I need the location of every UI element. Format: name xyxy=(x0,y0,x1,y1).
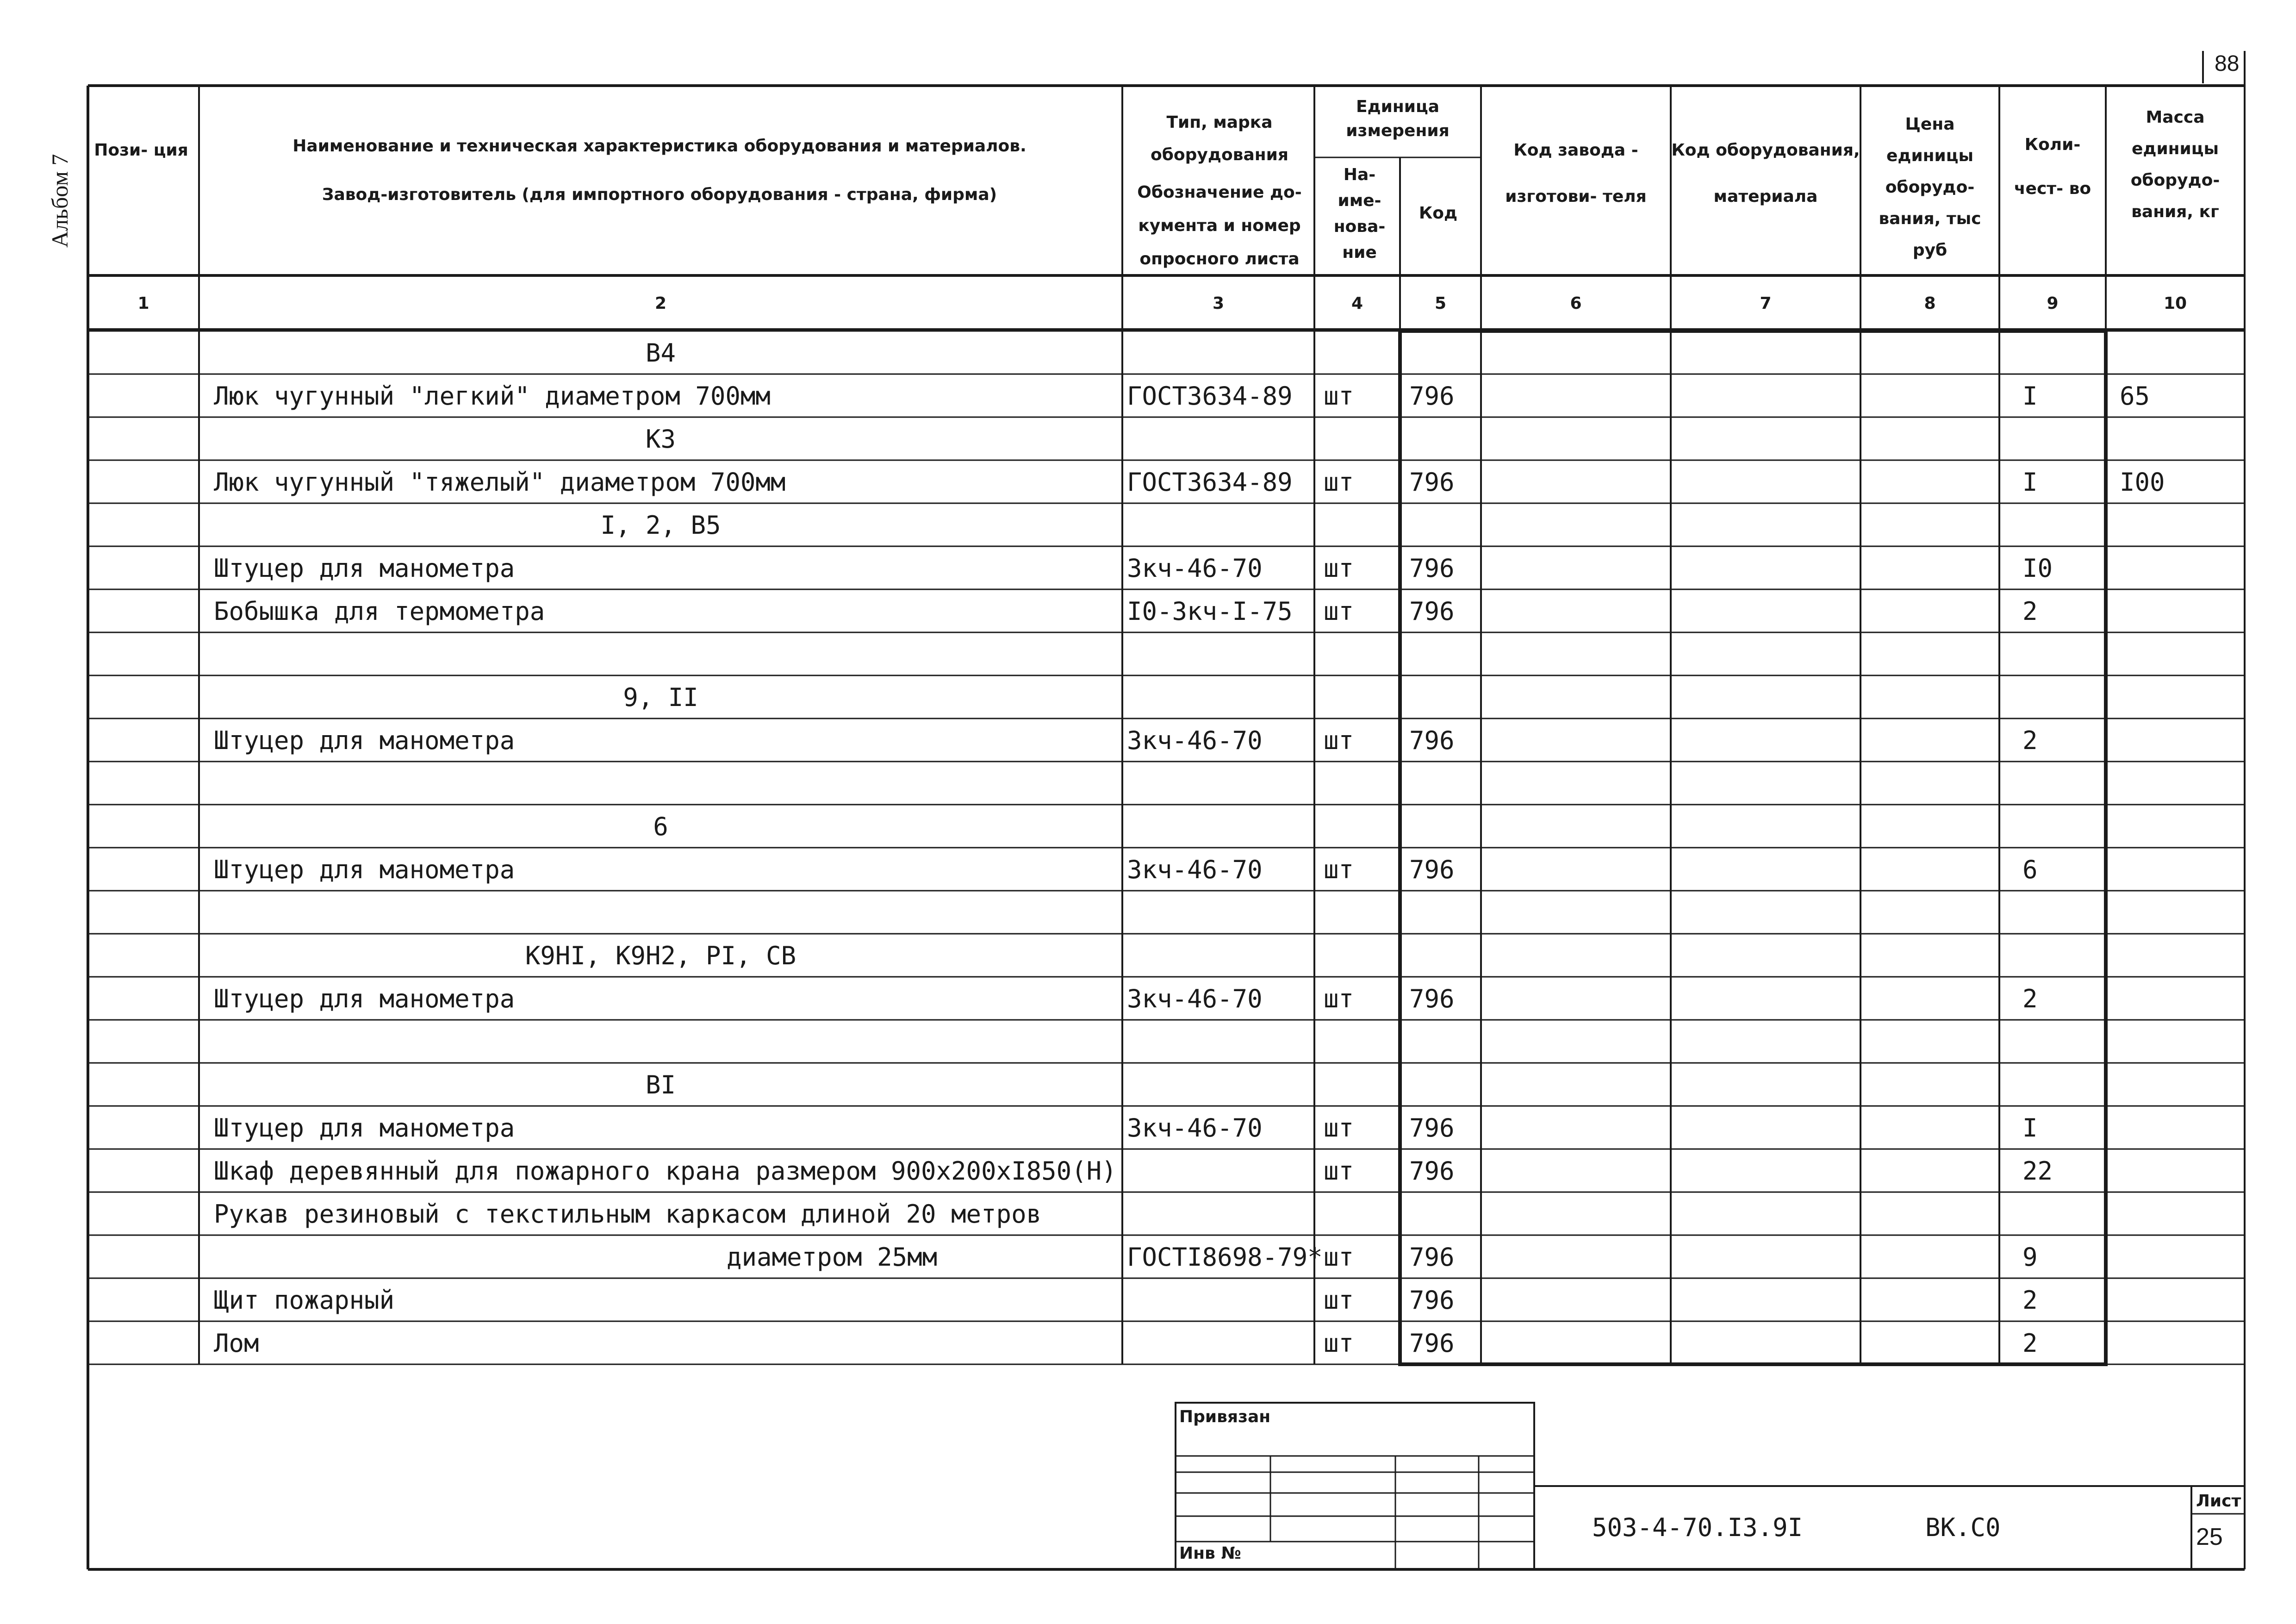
quantity: 2 xyxy=(2022,726,2038,755)
quantity: I xyxy=(2022,1113,2038,1143)
item-name: Шкаф деревянный для пожарного крана размером 900х200хI850(Н) xyxy=(214,1156,1117,1186)
inv-number-label: Инв № xyxy=(1179,1544,1241,1563)
sheet-corner-number: 88 xyxy=(2215,51,2240,76)
item-name: Бобышка для термометра xyxy=(214,597,545,626)
item-name: Люк чугунный "легкий" диаметром 700мм xyxy=(214,381,771,411)
quantity: 2 xyxy=(2022,1286,2038,1315)
section-heading: 6 xyxy=(653,812,668,841)
quantity: I xyxy=(2022,381,2038,411)
header-equipment-code: Код оборудования, материала xyxy=(1671,141,1860,206)
unit-code: 796 xyxy=(1409,1286,1455,1315)
header-unit-name: На- име- нова- ние xyxy=(1333,165,1386,262)
document-designation: 3кч-46-70 xyxy=(1127,726,1263,755)
header-type-line1: Тип, марка оборудования xyxy=(1151,113,1288,164)
column-number: 9 xyxy=(2047,294,2059,313)
unit-code: 796 xyxy=(1409,597,1455,626)
quantity: 2 xyxy=(2022,1329,2038,1358)
document-designation: 3кч-46-70 xyxy=(1127,855,1263,884)
unit-code: 796 xyxy=(1409,726,1455,755)
document-designation: ГОСТI8698-79* xyxy=(1127,1243,1323,1272)
header-price: Цена единицы оборудо- вания, тыс руб xyxy=(1879,115,1981,260)
quantity: 22 xyxy=(2022,1156,2053,1186)
quantity: I xyxy=(2022,468,2038,497)
section-heading: 9, II xyxy=(623,683,698,712)
unit-name: шт xyxy=(1324,1113,1354,1143)
sheet-label: Лист xyxy=(2196,1492,2241,1511)
column-number: 3 xyxy=(1212,294,1225,313)
column-number: 5 xyxy=(1434,294,1447,313)
unit-code: 796 xyxy=(1409,1329,1455,1358)
item-name: Штуцер для манометра xyxy=(214,984,515,1013)
header-type-line2: Обозначение до- кумента и номер опросного листа xyxy=(1137,183,1302,269)
header-mass: Масса единицы оборудо- вания, кг xyxy=(2130,108,2220,221)
item-name: Щит пожарный xyxy=(214,1286,395,1315)
column-number: 6 xyxy=(1570,294,1582,313)
unit-code: 796 xyxy=(1409,984,1455,1013)
album-label: Альбом 7 xyxy=(47,154,73,248)
item-name: Рукав резиновый с текстильным каркасом длиной 20 метров xyxy=(214,1199,1042,1229)
privyazan-label: Привязан xyxy=(1179,1407,1271,1426)
section-heading: ВI xyxy=(645,1070,676,1099)
item-name: Штуцер для манометра xyxy=(214,726,515,755)
quantity: 2 xyxy=(2022,597,2038,626)
unit-name: шт xyxy=(1324,468,1354,497)
set-mark: ВК.С0 xyxy=(1925,1513,2001,1542)
unit-code: 796 xyxy=(1409,381,1455,411)
column-number: 7 xyxy=(1760,294,1772,313)
document-designation: I0-3кч-I-75 xyxy=(1127,597,1293,626)
document-designation: ГОСТ3634-89 xyxy=(1127,381,1293,411)
header-position: Пози- ция xyxy=(94,141,188,160)
unit-name: шт xyxy=(1324,597,1354,626)
quantity: 2 xyxy=(2022,984,2038,1013)
item-name: Штуцер для манометра xyxy=(214,1113,515,1143)
column-number: 1 xyxy=(137,294,149,313)
column-number: 2 xyxy=(654,294,667,313)
header-factory-code: Код завода - изготови- теля xyxy=(1505,141,1647,206)
quantity: 9 xyxy=(2022,1243,2038,1272)
unit-code: 796 xyxy=(1409,1113,1455,1143)
header-quantity: Коли- чест- во xyxy=(2014,135,2091,198)
unit-name: шт xyxy=(1324,855,1354,884)
unit-name: шт xyxy=(1324,984,1354,1013)
document-code: 503-4-70.I3.9I xyxy=(1592,1513,1803,1542)
unit-code: 796 xyxy=(1409,855,1455,884)
item-name: Люк чугунный "тяжелый" диаметром 700мм xyxy=(214,468,786,497)
unit-name: шт xyxy=(1324,554,1354,583)
unit-name: шт xyxy=(1324,381,1354,411)
document-designation: 3кч-46-70 xyxy=(1127,984,1263,1013)
unit-name: шт xyxy=(1324,1329,1354,1358)
item-name: Лом xyxy=(214,1329,259,1358)
quantity: 6 xyxy=(2022,855,2038,884)
item-name: Штуцер для манометра xyxy=(214,554,515,583)
column-number: 4 xyxy=(1351,294,1363,313)
section-heading: I, 2, В5 xyxy=(600,511,721,540)
unit-code: 796 xyxy=(1409,468,1455,497)
item-name: диаметром 25мм xyxy=(727,1243,938,1272)
header-name-line2: Завод-изготовитель (для импортного оборудования - страна, фирма) xyxy=(322,185,997,204)
column-number: 10 xyxy=(2163,294,2187,313)
document-designation: 3кч-46-70 xyxy=(1127,554,1263,583)
unit-code: 796 xyxy=(1409,554,1455,583)
document-designation: ГОСТ3634-89 xyxy=(1127,468,1293,497)
unit-code: 796 xyxy=(1409,1243,1455,1272)
unit-name: шт xyxy=(1324,1243,1354,1272)
quantity: I0 xyxy=(2022,554,2053,583)
header-unit-group: Единица измерения xyxy=(1346,97,1450,140)
unit-name: шт xyxy=(1324,1286,1354,1315)
section-heading: К9НI, К9Н2, РI, СВ xyxy=(525,941,796,970)
header-unit-code: Код xyxy=(1419,204,1458,223)
unit-name: шт xyxy=(1324,1156,1354,1186)
unit-name: шт xyxy=(1324,726,1354,755)
unit-mass: 65 xyxy=(2120,381,2150,411)
document-designation: 3кч-46-70 xyxy=(1127,1113,1263,1143)
unit-mass: I00 xyxy=(2120,468,2165,497)
section-heading: К3 xyxy=(645,425,676,454)
section-heading: B4 xyxy=(645,338,676,368)
header-name-line1: Наименование и техническая характеристика оборудования и материалов. xyxy=(292,137,1027,156)
unit-code: 796 xyxy=(1409,1156,1455,1186)
sheet-number: 25 xyxy=(2196,1524,2223,1550)
item-name: Штуцер для манометра xyxy=(214,855,515,884)
column-number: 8 xyxy=(1924,294,1936,313)
